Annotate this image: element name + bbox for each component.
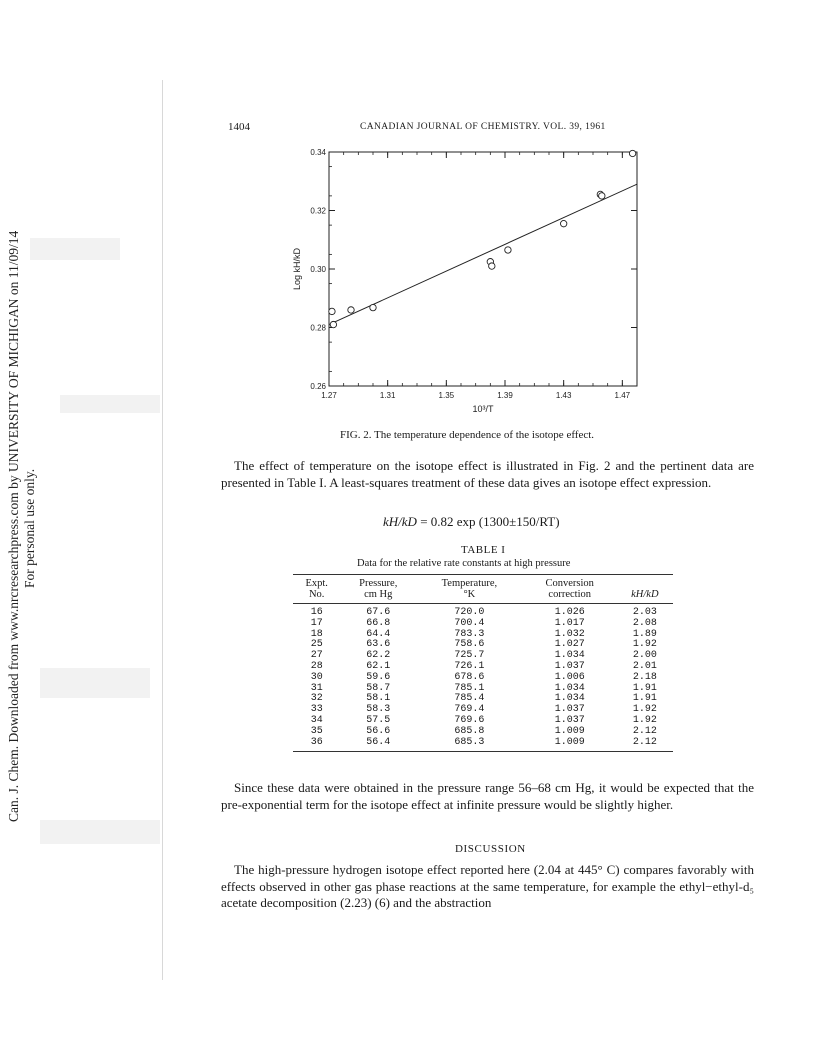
y-tick-label: 0.32 <box>310 206 326 216</box>
data-point <box>629 150 635 156</box>
data-point <box>560 220 566 226</box>
table-cell: 58.1 <box>366 693 391 705</box>
table-cell: 25 <box>310 639 323 651</box>
x-tick-label: 1.31 <box>379 391 396 400</box>
download-note-line-1: Can. J. Chem. Downloaded from www.nrcresearchpress.com by UNIVERSITY OF MICHIGAN on 11/09/14 <box>6 230 21 822</box>
table-cell: 28 <box>310 660 323 672</box>
table-cell: 1.037 <box>554 660 585 672</box>
table-row <box>293 738 673 752</box>
column-header: Expt. No. <box>305 578 328 600</box>
paragraph-3: The high-pressure hydrogen isotope effect reported here (2.04 at 445° C) compares favorably with effects observed in other gas phase reactions at the same temperature, for example the ethyl−ethyl-d₅ acetate decomposition (2.23) (6) and the abstraction <box>221 862 754 910</box>
table-cell: 27 <box>310 650 323 662</box>
table-cell: 1.032 <box>554 628 585 640</box>
table-cell: 31 <box>310 682 323 694</box>
table-cell: 769.4 <box>454 704 485 716</box>
table-cell: 1.026 <box>554 607 585 618</box>
table-cell: 2.01 <box>632 660 657 672</box>
x-tick-label: 1.39 <box>497 391 513 400</box>
section-heading: DISCUSSION <box>455 843 526 855</box>
x-tick-label: 1.47 <box>614 391 631 400</box>
table-cell: 63.6 <box>366 639 391 651</box>
table-cell: 2.12 <box>632 725 657 737</box>
table-cell: 1.92 <box>632 714 657 726</box>
equation-rhs: = 0.82 exp (1300±150/RT) <box>420 514 560 529</box>
chart-svg <box>285 140 665 425</box>
table-cell: 1.91 <box>632 693 657 705</box>
paragraph-1: The effect of temperature on the isotope effect is illustrated in Fig. 2 and the pertinent data are presented in Table I. A least-squares treatment of these data gives an isotope effect expression. <box>221 458 754 490</box>
table-cell: 62.2 <box>366 650 391 662</box>
scan-speckle <box>40 820 160 844</box>
y-tick-label: 0.28 <box>310 323 326 333</box>
table-cell: 34 <box>310 714 323 726</box>
x-tick-label: 1.27 <box>321 391 337 400</box>
data-point <box>329 308 335 314</box>
table-cell: 67.6 <box>366 607 391 618</box>
table-cell: 2.12 <box>632 736 657 748</box>
fit-line <box>329 184 637 324</box>
table-cell: 1.009 <box>554 725 585 737</box>
table-cell: 66.8 <box>366 617 391 629</box>
data-point <box>505 247 511 253</box>
table-cell: 1.027 <box>554 639 585 651</box>
table-cell: 56.6 <box>366 725 391 737</box>
equation-lhs: kH/kD <box>383 514 417 529</box>
table-cell: 58.7 <box>366 682 391 694</box>
plot-frame <box>329 152 637 386</box>
table-cell: 785.4 <box>454 693 485 705</box>
x-tick-label: 1.35 <box>438 391 455 400</box>
figure-chart <box>285 140 665 425</box>
table-cell: 685.3 <box>454 736 485 748</box>
table-cell: 1.037 <box>554 704 585 716</box>
table-cell: 1.89 <box>632 628 657 640</box>
table-cell: 16 <box>310 607 323 618</box>
column-header: Conversion correction <box>545 578 594 600</box>
table-body <box>293 604 673 752</box>
table-row <box>293 604 673 619</box>
table-title: TABLE I <box>461 544 506 556</box>
table-cell: 2.08 <box>632 617 657 629</box>
table-row <box>293 673 673 684</box>
table-cell: 725.7 <box>454 650 485 662</box>
table-cell: 785.1 <box>454 682 485 694</box>
y-tick-label: 0.26 <box>310 382 326 391</box>
table-cell: 678.6 <box>454 671 485 683</box>
table-cell: 62.1 <box>366 660 391 672</box>
figure-caption: FIG. 2. The temperature dependence of the isotope effect. <box>340 429 595 441</box>
table-cell: 1.037 <box>554 714 585 726</box>
table-cell: 1.92 <box>632 639 657 651</box>
scan-speckle <box>40 668 150 698</box>
table-cell: 2.03 <box>632 607 657 618</box>
column-header: Temperature, °K <box>441 578 498 600</box>
data-point <box>348 307 354 313</box>
page-number: 1404 <box>228 121 250 133</box>
table-cell: 720.0 <box>454 607 485 618</box>
column-header: Pressure, cm Hg <box>359 578 398 600</box>
table-cell: 783.3 <box>454 628 485 640</box>
download-note <box>0 0 40 1053</box>
table-cell: 57.5 <box>366 714 391 726</box>
table-cell: 59.6 <box>366 671 391 683</box>
running-head: CANADIAN JOURNAL OF CHEMISTRY. VOL. 39, 1961 <box>360 122 606 132</box>
data-point <box>330 321 336 327</box>
data-table <box>293 574 673 752</box>
table-cell: 35 <box>310 725 323 737</box>
table-cell: 1.034 <box>554 650 585 662</box>
table-cell: 17 <box>310 617 323 629</box>
table-cell: 1.034 <box>554 693 585 705</box>
table-cell: 1.92 <box>632 704 657 716</box>
table-cell: 1.91 <box>632 682 657 694</box>
table-cell: 32 <box>310 693 323 705</box>
scan-speckle <box>60 395 160 413</box>
table-cell: 769.6 <box>454 714 485 726</box>
table-cell: 2.00 <box>632 650 657 662</box>
table-cell: 18 <box>310 628 323 640</box>
table-cell: 1.009 <box>554 736 585 748</box>
table-cell: 1.006 <box>554 671 585 683</box>
x-tick-label: 1.43 <box>555 391 572 400</box>
table-cell: 685.8 <box>454 725 485 737</box>
download-note-line-2: For personal use only. <box>22 468 37 588</box>
table-caption: Data for the relative rate constants at high pressure <box>357 558 571 569</box>
y-tick-label: 0.34 <box>310 148 326 157</box>
x-axis-label: 10³/T <box>472 404 494 414</box>
table-cell: 726.1 <box>454 660 485 672</box>
table-cell: 2.18 <box>632 671 657 683</box>
margin-rule <box>162 80 163 980</box>
table-header <box>293 575 673 604</box>
table-cell: 1.034 <box>554 682 585 694</box>
y-tick-label: 0.30 <box>310 265 326 274</box>
paragraph-2: Since these data were obtained in the pressure range 56–68 cm Hg, it would be expected that the pre-exponential term for the isotope effect at infinite pressure would be slightly higher. <box>221 780 754 812</box>
data-point <box>599 193 605 199</box>
table-cell: 758.6 <box>454 639 485 651</box>
scan-speckle <box>30 238 120 260</box>
y-axis-label: Log kH/kD <box>292 247 302 291</box>
table-cell: 33 <box>310 704 323 716</box>
table-cell: 1.017 <box>554 617 585 629</box>
table-row <box>293 619 673 630</box>
table-cell: 64.4 <box>366 628 391 640</box>
table-cell: 700.4 <box>454 617 485 629</box>
data-point <box>370 304 376 310</box>
equation <box>383 514 560 530</box>
table-cell: 36 <box>310 736 323 748</box>
data-point <box>489 263 495 269</box>
table-cell: 30 <box>310 671 323 683</box>
table-cell: 58.3 <box>366 704 391 716</box>
table-row <box>293 727 673 738</box>
column-header: kH/kD <box>631 589 659 600</box>
table-cell: 56.4 <box>366 736 391 748</box>
